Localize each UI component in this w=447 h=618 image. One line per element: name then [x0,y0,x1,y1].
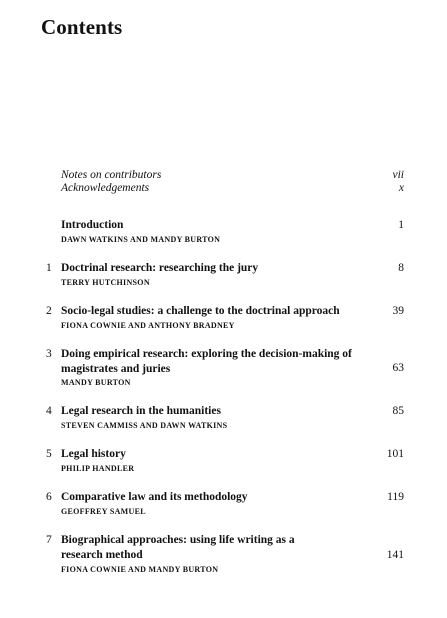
page-title: Contents [41,15,123,39]
front-matter-item[interactable] [61,182,404,195]
chapter-page: 101 [386,448,404,460]
chapter-number: 2 [46,305,52,317]
chapter-title: Doctrinal research: researching the jury [61,262,259,274]
chapter-title: Biographical approaches: using life writing as a research method [61,534,295,561]
chapter-title: Introduction [61,219,124,231]
chapter-number: 1 [46,262,52,274]
chapter-title: Socio-legal studies: a challenge to the doctrinal approach [61,305,340,317]
chapter-number: 5 [46,448,52,460]
chapter-title: Comparative law and its methodology [61,491,248,503]
chapter-title: Legal research in the humanities [61,405,221,417]
chapter-title: Doing empirical research: exploring the decision-making of magistrates and juries [61,348,352,375]
chapter-authors: FIONA COWNIE AND MANDY BURTON [61,565,219,574]
chapter-authors: STEVEN CAMMISS AND DAWN WATKINS [61,421,228,430]
front-matter-page: x [398,182,404,194]
chapter-number: 7 [46,534,52,546]
chapter-title: Legal history [61,448,126,460]
chapter-number: 4 [46,405,52,417]
front-matter-label: Notes on contributors [61,169,162,181]
front-matter-item[interactable] [61,169,404,182]
chapter-page: 1 [398,219,404,231]
front-matter-list [61,169,404,195]
chapter-authors: TERRY HUTCHINSON [61,278,150,287]
front-matter-label: Acknowledgements [61,182,150,194]
chapter-authors: PHILIP HANDLER [61,464,135,473]
chapter-page: 39 [392,305,404,317]
chapter-page: 85 [392,405,404,417]
chapter-authors: DAWN WATKINS AND MANDY BURTON [61,235,221,244]
chapter-page: 141 [386,549,404,561]
chapter-authors: FIONA COWNIE AND ANTHONY BRADNEY [61,321,235,330]
chapter-page: 119 [387,491,404,503]
front-matter-page: vii [392,169,404,181]
chapter-number: 3 [46,348,52,360]
chapter-authors: MANDY BURTON [61,378,131,387]
chapter-authors: GEOFFREY SAMUEL [61,507,146,516]
chapter-page: 8 [398,262,404,274]
chapter-page: 63 [392,362,404,374]
chapter-number: 6 [46,491,52,503]
